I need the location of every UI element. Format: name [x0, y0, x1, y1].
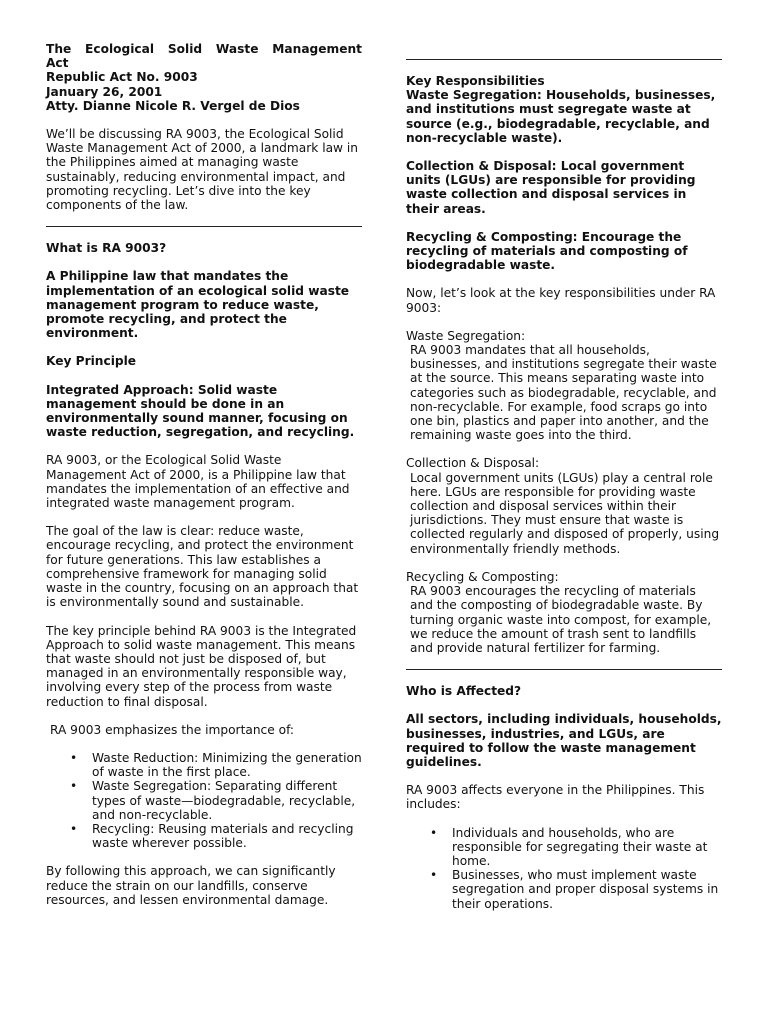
section-divider — [406, 669, 722, 670]
resp-collection: Collection & Disposal: Local government units (LGUs) are responsible for providing waste collection and disposal services in their areas. — [406, 159, 696, 216]
affects-intro: RA 9003 affects everyone in the Philippines. This includes: — [406, 783, 705, 812]
who-affected-body: All sectors, including individuals, households, businesses, industries, and LGUs, are required to follow the waste management guidelines. — [406, 712, 722, 769]
recycling-body: RA 9003 encourages the recycling of materials and the composting of biodegradable waste. By turning organic waste into compost, for example, we reduce the amount of trash sent to landfills and provide natural fertilizer for farming. — [410, 584, 712, 655]
right-column — [406, 42, 722, 925]
resp-segregation: Waste Segregation: Households, businesses, and institutions must segregate waste at source (e.g., biodegradable, recyclable, and non-recyclable waste). — [406, 88, 716, 145]
act-date: January 26, 2001 — [46, 84, 163, 99]
document-title-line-2: Act — [46, 56, 69, 71]
top-divider — [406, 59, 722, 60]
recycling-label: Recycling & Composting: — [406, 569, 559, 584]
what-is-body: A Philippine law that mandates the implementation of an ecological solid waste management program to reduce waste, promote recycling, and protect the environment. — [46, 269, 350, 341]
what-is-heading: What is RA 9003? — [46, 241, 167, 256]
body-paragraph-2: The goal of the law is clear: reduce waste, encourage recycling, and protect the environment for future generations. This law establishes a comprehensive framework for managing solid waste in the country, focusing on an approach that is environmentally sound and sustainable. — [46, 524, 359, 610]
key-responsibilities-heading: Key Responsibilities — [406, 74, 545, 88]
key-principle-body: Integrated Approach: Solid waste management should be done in an environmentally sound manner, focusing on waste reduction, segregation, and recycling. — [46, 382, 355, 440]
author: Atty. Dianne Nicole R. Vergel de Dios — [46, 98, 300, 113]
segregation-label: Waste Segregation: — [406, 328, 526, 343]
collection-body: Local government units (LGUs) play a central role here. LGUs are responsible for providing waste collection and disposal services within their jurisdictions. They must ensure that waste is collected regularly and disposed of properly, using environmentally friendly methods. — [410, 470, 720, 556]
body-paragraph-3: The key principle behind RA 9003 is the Integrated Approach to solid waste management. This means that waste should not just be disposed of, but managed in an environmentally responsible way, involving every step of the process from waste reduction to final disposal. — [46, 623, 357, 709]
who-affected-heading: Who is Affected? — [406, 684, 522, 699]
collection-label: Collection & Disposal: — [406, 456, 540, 471]
list-item: • Individuals and households, who are responsible for segregating their waste at home. — [452, 826, 722, 869]
affects-list — [406, 826, 722, 911]
emphasis-list — [46, 751, 362, 850]
body-paragraph-1: RA 9003, or the Ecological Solid Waste Management Act of 2000, is a Philippine law that mandates the implementation of an effective and integrated waste management program. — [46, 453, 350, 511]
act-number: Republic Act No. 9003 — [46, 70, 198, 85]
segregation-body: RA 9003 mandates that all households, businesses, and institutions segregate their waste at the source. This means separating waste into categories such as biodegradable, recyclable, and non-recyclable. For example, food scraps go into one bin, plastics and paper into another, and the remaining waste goes into the third. — [410, 343, 717, 443]
intro-paragraph: We’ll be discussing RA 9003, the Ecological Solid Waste Management Act of 2000, a landmark law in the Philippines aimed at managing waste sustainably, reducing environmental impact, and promoting recycling. Let’s dive into the key components of the law. — [46, 127, 359, 213]
emphasis-intro: RA 9003 emphasizes the importance of: — [50, 722, 295, 737]
section-divider — [46, 226, 362, 227]
list-item: • Recycling: Reusing materials and recycling waste wherever possible. — [92, 822, 362, 850]
closing-paragraph: By following this approach, we can significantly reduce the strain on our landfills, conserve resources, and lessen environmental damage. — [46, 864, 336, 907]
list-item: • Businesses, who must implement waste segregation and proper disposal systems in their operations. — [452, 868, 722, 911]
key-principle-heading: Key Principle — [46, 354, 137, 369]
left-column — [46, 42, 362, 921]
resp-recycling: Recycling & Composting: Encourage the recycling of materials and composting of biodegradable waste. — [406, 229, 688, 273]
list-item: • Waste Segregation: Separating different types of waste—biodegradable, recyclable, and non-recyclable. — [92, 779, 362, 822]
document-header — [46, 42, 362, 113]
responsibilities-intro: Now, let’s look at the key responsibilities under RA 9003: — [406, 286, 716, 315]
document-title-line-1: The Ecological Solid Waste Management — [46, 42, 362, 56]
list-item: • Waste Reduction: Minimizing the generation of waste in the first place. — [92, 751, 362, 779]
